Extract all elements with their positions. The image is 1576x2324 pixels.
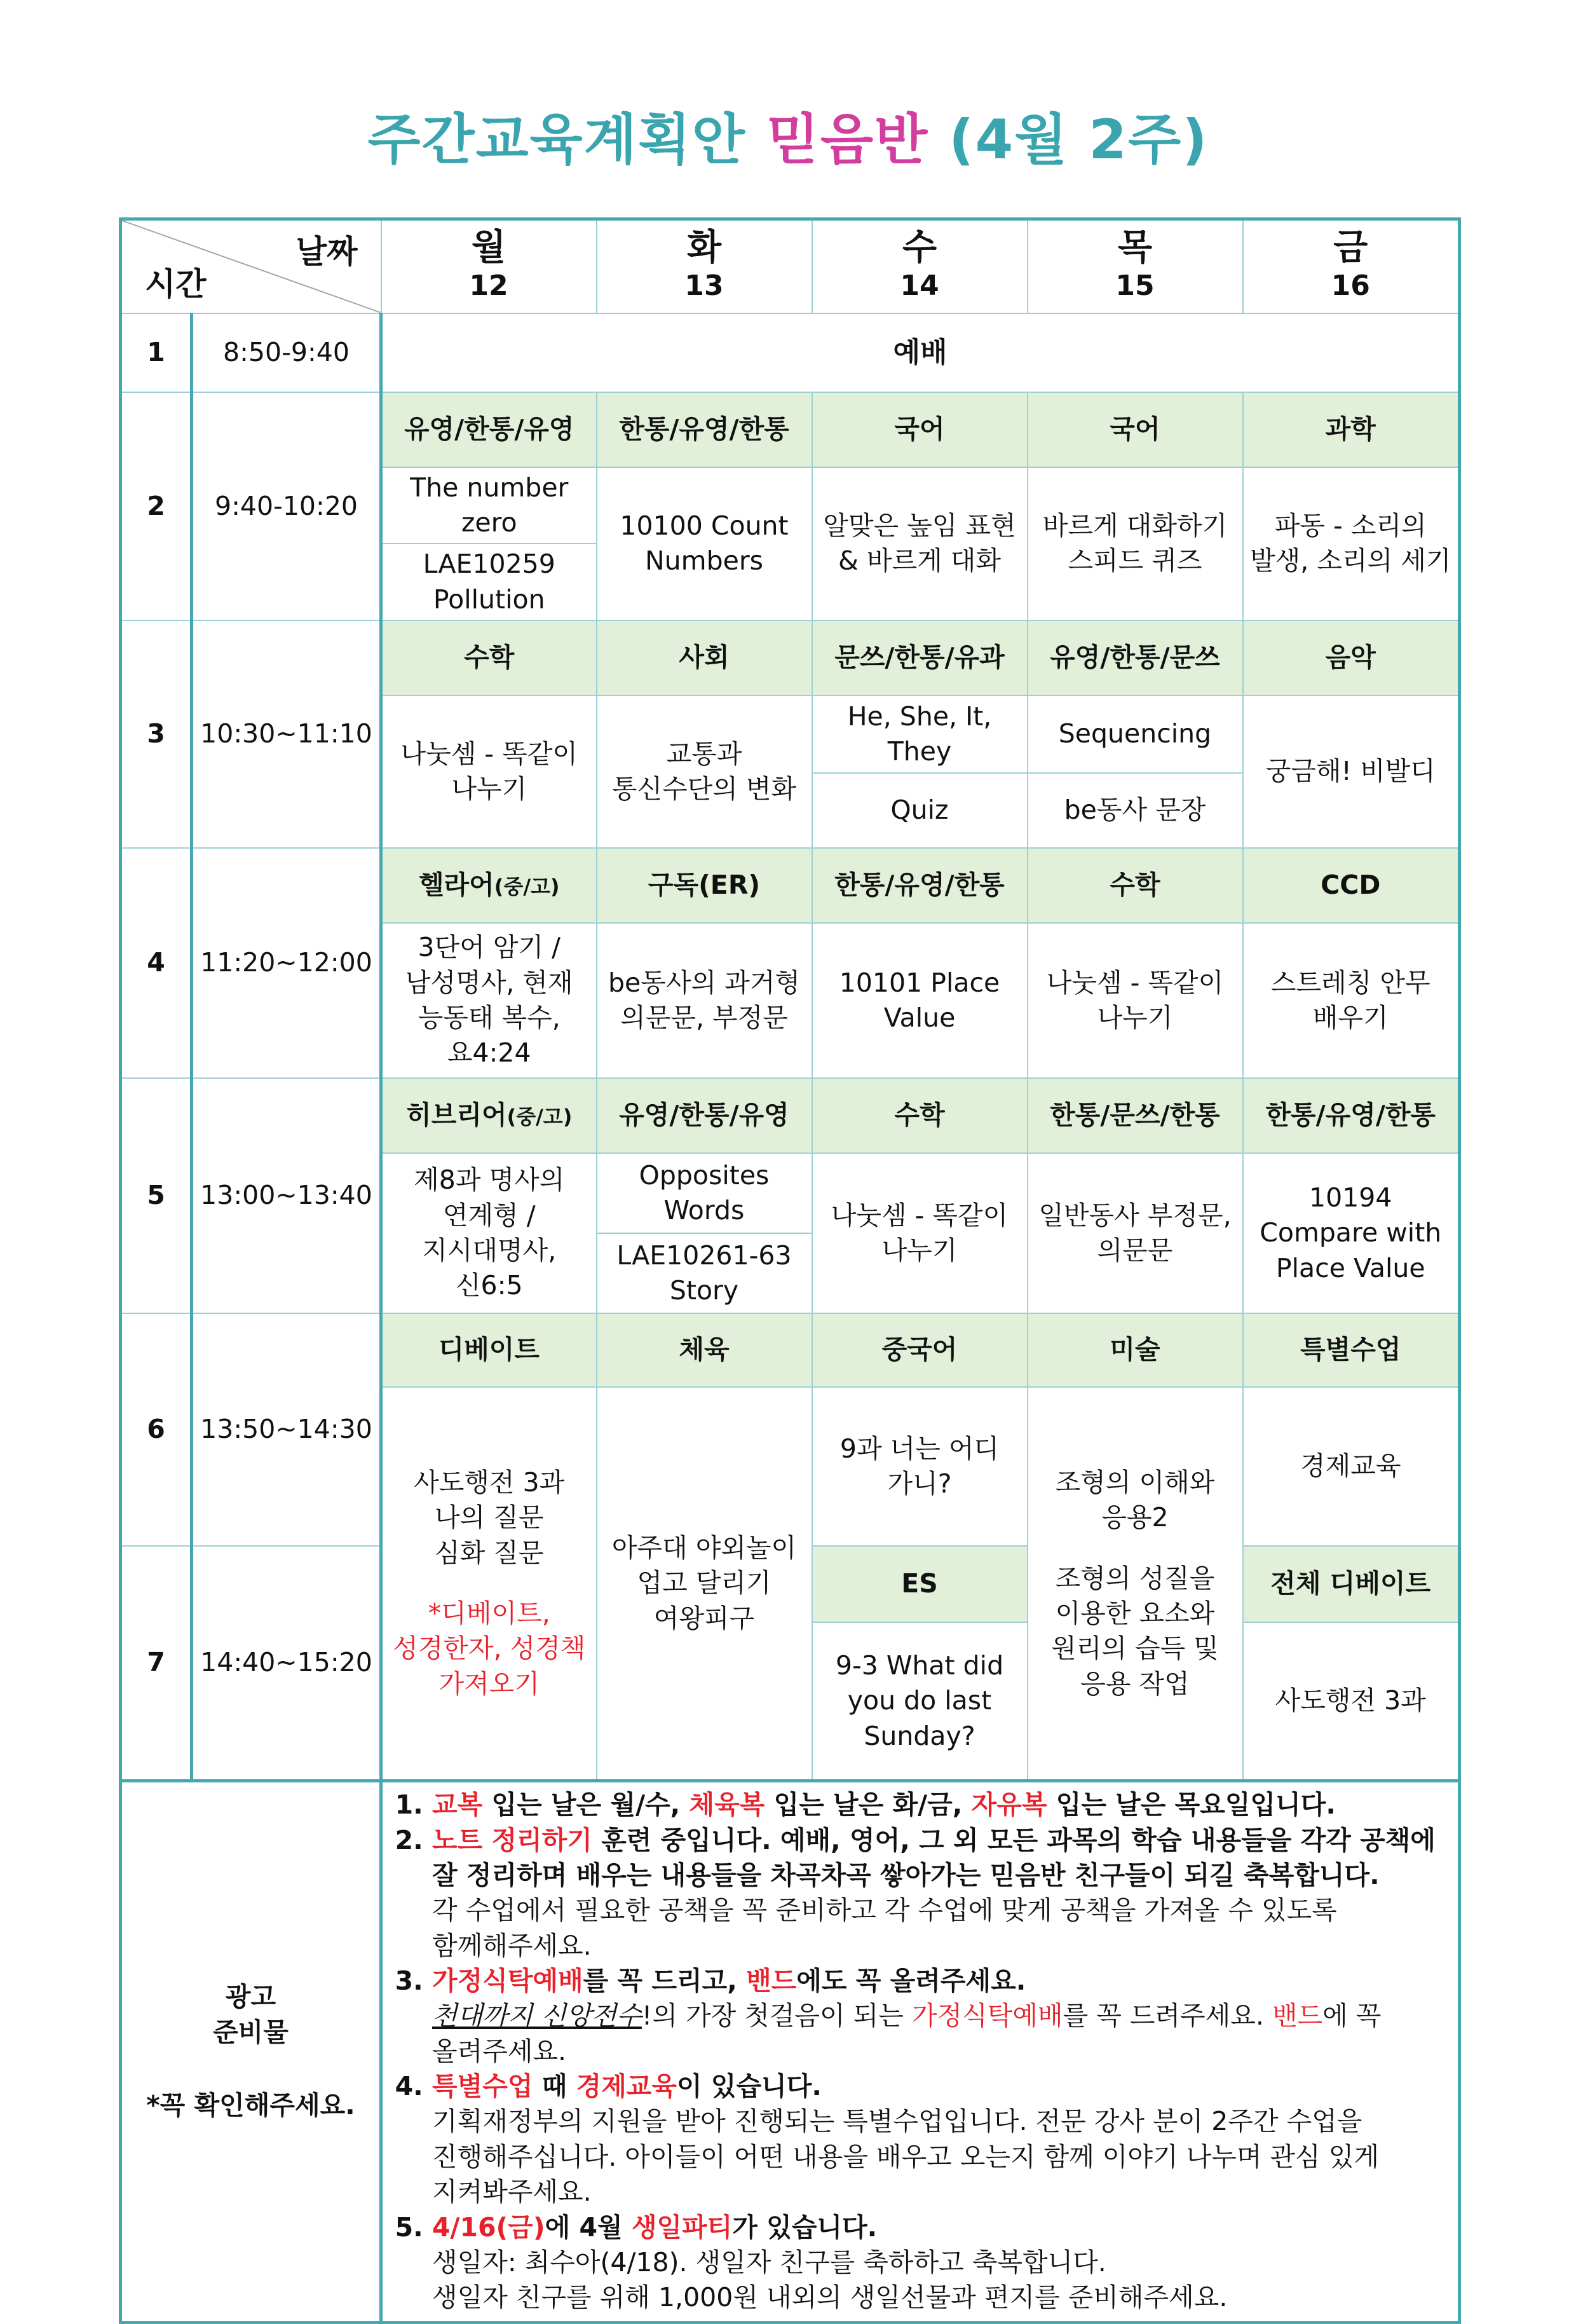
content-cell: He, She, It, They xyxy=(812,695,1028,773)
content-cell: 10194 Compare with Place Value xyxy=(1243,1153,1460,1313)
subject-cell: 국어 xyxy=(1028,392,1243,467)
content-cell: 스트레칭 안무 배우기 xyxy=(1243,923,1460,1078)
title-week: (4월 2주) xyxy=(949,108,1209,172)
notice-content xyxy=(381,1781,1460,2322)
period-time: 11:20~12:00 xyxy=(192,848,381,1078)
header-row xyxy=(121,219,1460,313)
content-cell: 경제교육 xyxy=(1243,1387,1460,1546)
subject-cell: 국어 xyxy=(812,392,1028,467)
day-header-mon: 월 12 xyxy=(381,219,597,313)
worship-cell: 예배 xyxy=(381,313,1460,392)
subject-cell: 수학 xyxy=(1028,848,1243,923)
content-cell: 조형의 이해와 응용2 조형의 성질을 이용한 요소와 원리의 습득 및 응용 작업 xyxy=(1028,1387,1243,1781)
subject-cell: 과학 xyxy=(1243,392,1460,467)
content-cell: Quiz xyxy=(812,773,1028,848)
notice-item: 3. 가정식탁예배를 꼭 드리고, 밴드에도 꼭 올려주세요. 천대까지 신앙전수!의 가장 첫걸음이 되는 가정식탁예배를 꼭 드려주세요. 밴드에 꼭 올려주세요. xyxy=(432,1964,1446,2069)
title-class-name: 믿음반 xyxy=(766,108,929,172)
subject-cell: ES xyxy=(812,1546,1028,1622)
content-cell: Sequencing xyxy=(1028,695,1243,773)
notice-item: 2. 노트 정리하기 훈련 중입니다. 예배, 영어, 그 외 모든 과목의 학습 내용들을 각각 공책에 잘 정리하며 배우는 내용들을 차곡차곡 쌓아가는 믿음반 친구들이 되길 축복합니다. 각 수업에서 필요한 공책을 꼭 준비하고 각 수업에 맞게 공책을 가져올 수 있도록 함께해주세요. xyxy=(432,1823,1446,1964)
period-2-subject-row xyxy=(121,392,1460,467)
content-cell: 9-3 What did you do last Sunday? xyxy=(812,1622,1028,1781)
content-cell: be동사의 과거형 의문문, 부정문 xyxy=(597,923,812,1078)
notice-item: 4. 특별수업 때 경제교육이 있습니다. 기획재정부의 지원을 받아 진행되는 특별수업입니다. 전문 강사 분이 2주간 수업을 진행해주십니다. 아이들이 어떤 내용을 배우고 오는지 함께 이야기 나누며 관심 있게 지켜봐주세요. xyxy=(432,2069,1446,2210)
content-cell: 10100 Count Numbers xyxy=(597,467,812,620)
period-5-subject-row xyxy=(121,1078,1460,1153)
period-time: 8:50-9:40 xyxy=(192,313,381,392)
subject-cell: 헬라어(중/고) xyxy=(381,848,597,923)
subject-cell: 중국어 xyxy=(812,1313,1028,1387)
subject-cell: CCD xyxy=(1243,848,1460,923)
content-cell: 파동 - 소리의 발생, 소리의 세기 xyxy=(1243,467,1460,620)
day-header-fri: 금 16 xyxy=(1243,219,1460,313)
period-time: 10:30~11:10 xyxy=(192,620,381,848)
content-cell: 교통과 통신수단의 변화 xyxy=(597,695,812,848)
period-6-subject-row xyxy=(121,1313,1460,1387)
subject-cell: 한통/유영/한통 xyxy=(812,848,1028,923)
content-cell: be동사 문장 xyxy=(1028,773,1243,848)
debate-note: *디베이트, 성경한자, 성경책 가져오기 xyxy=(393,1598,586,1699)
content-cell: 제8과 명사의 연계형 / 지시대명사, 신6:5 xyxy=(381,1153,597,1313)
subject-cell: 히브리어(중/고) xyxy=(381,1078,597,1153)
period-1-row xyxy=(121,313,1460,392)
subject-cell: 한통/유영/한통 xyxy=(597,392,812,467)
content-cell: 3단어 암기 / 남성명사, 현재 능동태 복수, 요4:24 xyxy=(381,923,597,1078)
page-title xyxy=(0,95,1576,174)
day-header-wed: 수 14 xyxy=(812,219,1028,313)
content-cell: 9과 너는 어디 가니? xyxy=(812,1387,1028,1546)
period-time: 14:40~15:20 xyxy=(192,1546,381,1781)
notice-label: 광고 준비물 *꼭 확인해주세요. xyxy=(121,1781,381,2322)
subject-cell: 수학 xyxy=(812,1078,1028,1153)
weekly-plan-table xyxy=(119,217,1461,2324)
content-cell: LAE10259 Pollution xyxy=(381,543,597,620)
title-main: 주간교육계획안 xyxy=(367,108,746,172)
subject-cell: 사회 xyxy=(597,620,812,695)
period-number: 2 xyxy=(121,392,192,620)
notice-row xyxy=(121,1781,1460,2322)
subject-cell: 음악 xyxy=(1243,620,1460,695)
subject-cell: 유영/한통/유영 xyxy=(381,392,597,467)
period-number: 1 xyxy=(121,313,192,392)
day-header-tue: 화 13 xyxy=(597,219,812,313)
content-cell: 나눗셈 - 똑같이 나누기 xyxy=(812,1153,1028,1313)
notice-item: 1. 교복 입는 날은 월/수, 체육복 입는 날은 화/금, 자유복 입는 날은 목요일입니다. xyxy=(432,1787,1446,1822)
content-cell: 사도행전 3과 나의 질문 심화 질문 *디베이트, 성경한자, 성경책 가져오기 xyxy=(381,1387,597,1781)
subject-cell: 문쓰/한통/유과 xyxy=(812,620,1028,695)
subject-cell: 구독(ER) xyxy=(597,848,812,923)
content-cell: 궁금해! 비발디 xyxy=(1243,695,1460,848)
period-time: 13:50~14:30 xyxy=(192,1313,381,1546)
subject-cell: 디베이트 xyxy=(381,1313,597,1387)
content-cell: Opposites Words xyxy=(597,1153,812,1233)
content-cell: 나눗셈 - 똑같이 나누기 xyxy=(1028,923,1243,1078)
content-cell: The number zero xyxy=(381,467,597,544)
content-cell: 10101 Place Value xyxy=(812,923,1028,1078)
content-cell: LAE10261-63 Story xyxy=(597,1233,812,1313)
content-cell: 나눗셈 - 똑같이 나누기 xyxy=(381,695,597,848)
period-3-subject-row xyxy=(121,620,1460,695)
period-time: 13:00~13:40 xyxy=(192,1078,381,1313)
content-cell: 알맞은 높임 표현 & 바르게 대화 xyxy=(812,467,1028,620)
content-cell: 바르게 대화하기 스피드 퀴즈 xyxy=(1028,467,1243,620)
subject-cell: 한통/유영/한통 xyxy=(1243,1078,1460,1153)
subject-cell: 전체 디베이트 xyxy=(1243,1546,1460,1622)
subject-cell: 체육 xyxy=(597,1313,812,1387)
subject-cell: 유영/한통/유영 xyxy=(597,1078,812,1153)
content-cell: 아주대 야외놀이 업고 달리기 여왕피구 xyxy=(597,1387,812,1781)
time-label: 시간 xyxy=(145,266,207,303)
period-4-subject-row xyxy=(121,848,1460,923)
period-number: 7 xyxy=(121,1546,192,1781)
notice-item: 5. 4/16(금)에 4월 생일파티가 있습니다. 생일자: 최수아(4/18). 생일자 친구를 축하하고 축복합니다. 생일자 친구를 위해 1,000원 내외의 생일선물과 편지를 준비해주세요. xyxy=(432,2210,1446,2316)
date-label: 날짜 xyxy=(296,233,358,270)
subject-cell: 수학 xyxy=(381,620,597,695)
period-time: 9:40-10:20 xyxy=(192,392,381,620)
subject-cell: 유영/한통/문쓰 xyxy=(1028,620,1243,695)
subject-cell: 특별수업 xyxy=(1243,1313,1460,1387)
period-number: 6 xyxy=(121,1313,192,1546)
subject-cell: 한통/문쓰/한통 xyxy=(1028,1078,1243,1153)
period-number: 4 xyxy=(121,848,192,1078)
content-cell: 일반동사 부정문, 의문문 xyxy=(1028,1153,1243,1313)
period-number: 5 xyxy=(121,1078,192,1313)
subject-cell: 미술 xyxy=(1028,1313,1243,1387)
content-cell: 사도행전 3과 xyxy=(1243,1622,1460,1781)
corner-cell xyxy=(121,219,381,313)
period-number: 3 xyxy=(121,620,192,848)
day-header-thu: 목 15 xyxy=(1028,219,1243,313)
